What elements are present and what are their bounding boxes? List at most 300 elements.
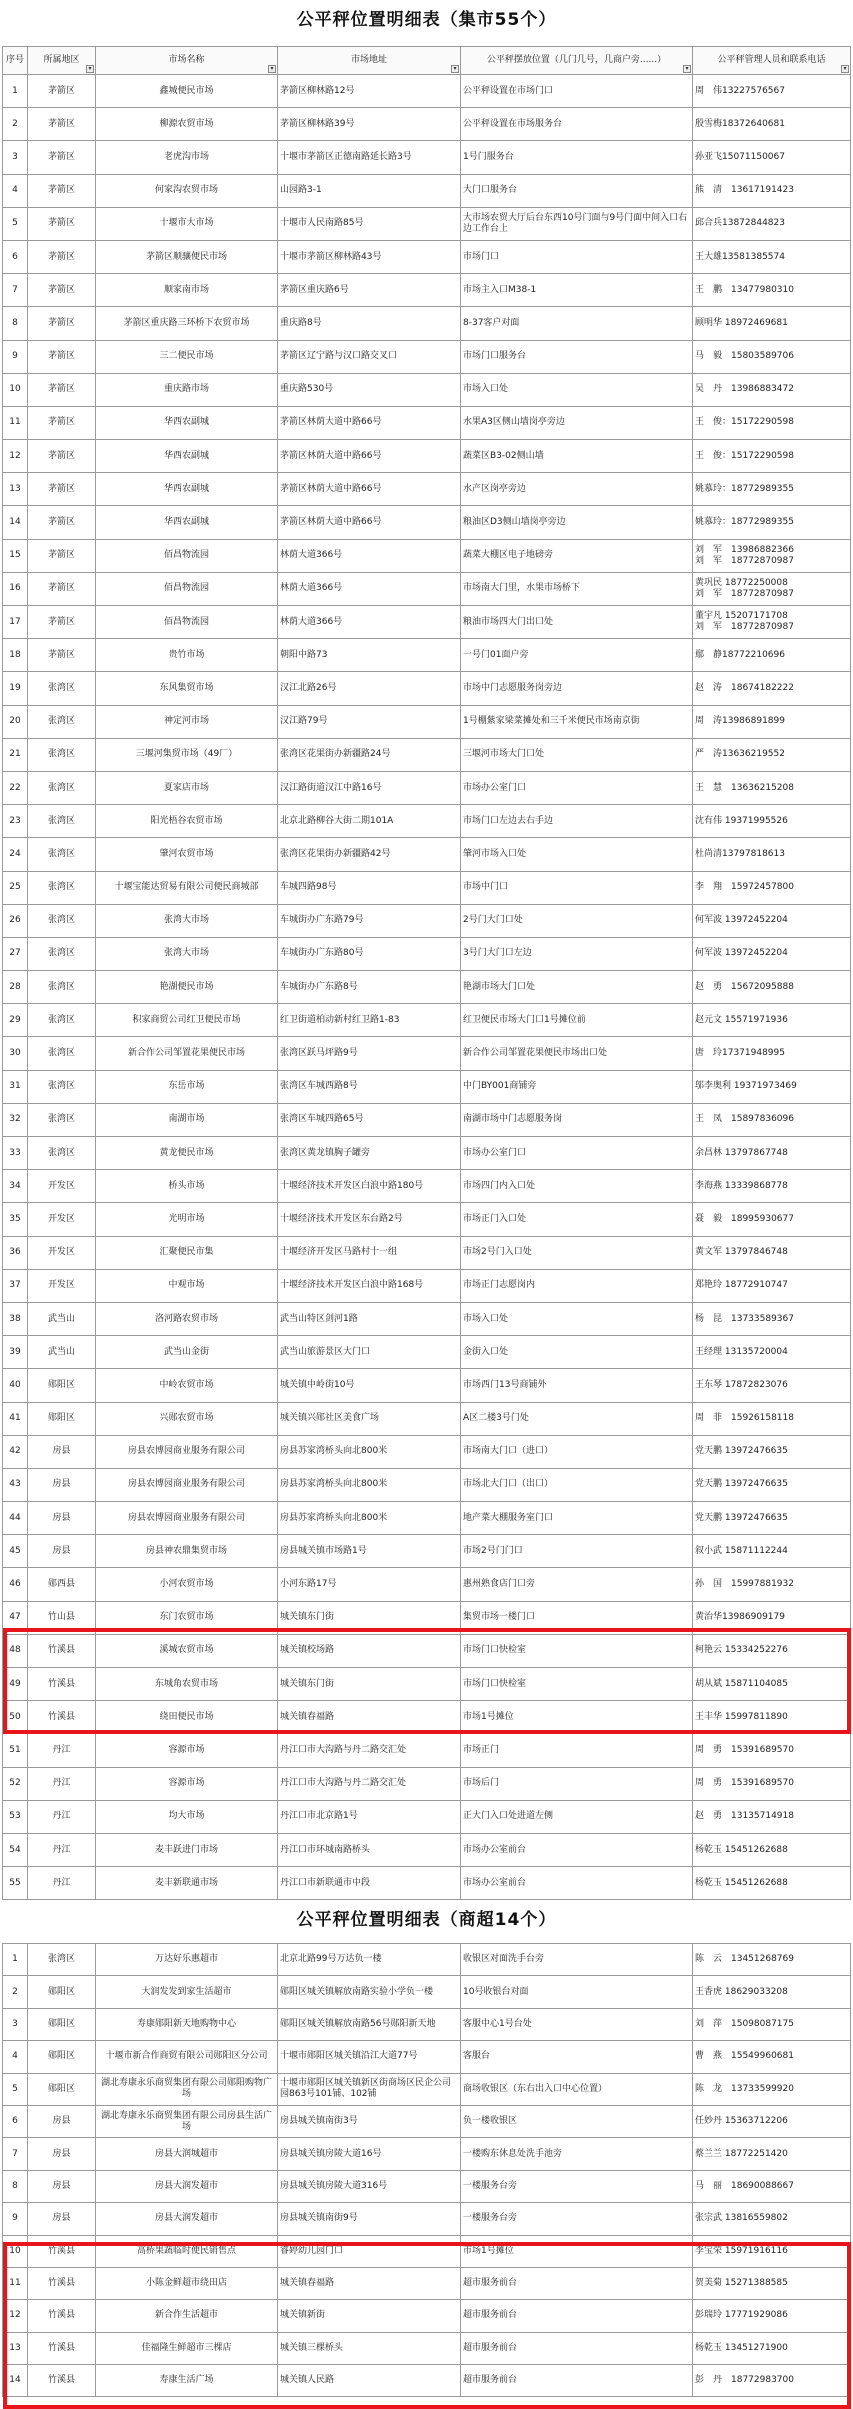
col-index: 10: [3, 373, 28, 406]
table-row: [3, 1236, 851, 1269]
filter-dropdown-icon[interactable]: ▾: [841, 65, 849, 73]
col-index: 32: [3, 1103, 28, 1136]
table-row: [3, 2203, 851, 2235]
col-manager-phone: 王经理 13135720004: [693, 1336, 851, 1369]
col-market-address: 汉江北路26号: [278, 672, 461, 705]
col-district: 张湾区: [28, 971, 96, 1004]
col-index: 9: [3, 340, 28, 373]
col-market-name: 容源市场: [96, 1767, 278, 1800]
table-row: [3, 373, 851, 406]
col-scale-location: 集贸市场一楼门口: [461, 1601, 693, 1634]
col-district: 张湾区: [28, 805, 96, 838]
col-index: 26: [3, 904, 28, 937]
col-market-address: 张湾区花果街办新疆路42号: [278, 838, 461, 871]
col-district: 郧阳区: [28, 1369, 96, 1402]
col-index: 28: [3, 971, 28, 1004]
col-market-address: 朝阳中路73: [278, 639, 461, 672]
col-district: 郧阳区: [28, 2008, 96, 2040]
table-row: [3, 871, 851, 904]
col-scale-location: 市场办公室前台: [461, 1867, 693, 1900]
col-index: 41: [3, 1402, 28, 1435]
col-scale-location: 一楼服务台旁: [461, 2170, 693, 2202]
col-market-address: 茅箭区林荫大道中路66号: [278, 506, 461, 539]
col-scale-location: 1号门服务台: [461, 141, 693, 174]
col-index: 46: [3, 1568, 28, 1601]
table-row: [3, 1402, 851, 1435]
col-index: 21: [3, 738, 28, 771]
col-district: 房县: [28, 1535, 96, 1568]
col-district: 茅箭区: [28, 141, 96, 174]
col-scale-location: 市场南大门口（进口）: [461, 1435, 693, 1468]
col-district: 茅箭区: [28, 639, 96, 672]
col-district: 张湾区: [28, 1070, 96, 1103]
col-scale-location: 金街入口处: [461, 1336, 693, 1369]
col-manager-phone: 王 俊：15172290598: [693, 440, 851, 473]
col-district: 房县: [28, 1502, 96, 1535]
col-manager-phone: 彭 丹 18772983700: [693, 2365, 851, 2397]
col-scale-location: 超市服务前台: [461, 2267, 693, 2299]
col-scale-location: 市场后门: [461, 1767, 693, 1800]
col-manager-phone: 严 涛13636219552: [693, 738, 851, 771]
col-market-address: 丹江口市大沟路与丹二路交汇处: [278, 1734, 461, 1767]
col-district: 丹江: [28, 1800, 96, 1833]
col-scale-location: 市场1号摊位: [461, 2235, 693, 2267]
table-row: [3, 1601, 851, 1634]
col-district: 竹溪县: [28, 2332, 96, 2364]
col-manager-phone: 党天鹏 13972476635: [693, 1435, 851, 1468]
header-col-market-name[interactable]: [96, 47, 278, 75]
col-market-name: 华西农副城: [96, 406, 278, 439]
col-district: 茅箭区: [28, 572, 96, 605]
col-scale-location: 新合作公司邹置花果便民市场出口处: [461, 1037, 693, 1070]
table-row: [3, 2267, 851, 2299]
col-index: 2: [3, 108, 28, 141]
col-index: 39: [3, 1336, 28, 1369]
col-market-address: 红卫街道柏动新村红卫路1-83: [278, 1004, 461, 1037]
col-market-address: 城关镇三棵桥头: [278, 2332, 461, 2364]
col-district: 丹江: [28, 1867, 96, 1900]
col-scale-location: 市场主入口M38-1: [461, 274, 693, 307]
col-market-address: 武当山特区剑河1路: [278, 1302, 461, 1335]
col-scale-location: 中门BY001商铺旁: [461, 1070, 693, 1103]
col-market-name: 湖北寿康永乐商贸集团有限公司房县生活广场: [96, 2105, 278, 2137]
col-district: 茅箭区: [28, 240, 96, 273]
col-market-address: 睿婷幼儿园门口: [278, 2235, 461, 2267]
table-row: [3, 606, 851, 639]
table-row: [3, 904, 851, 937]
table-row: [3, 141, 851, 174]
header-col-district[interactable]: [28, 47, 96, 75]
col-manager-phone: 王 凤 15897836096: [693, 1103, 851, 1136]
table-row: [3, 2235, 851, 2267]
col-market-name: 十堰市大市场: [96, 207, 278, 240]
col-district: 武当山: [28, 1336, 96, 1369]
table-row: [3, 340, 851, 373]
col-index: 27: [3, 937, 28, 970]
col-market-address: 茅箭区林荫大道中路66号: [278, 440, 461, 473]
col-market-name: 光明市场: [96, 1203, 278, 1236]
col-market-address: 茅箭区辽宁路与汉口路交叉口: [278, 340, 461, 373]
col-scale-location: 大市场农贸大厅后台东西10号门面与9号门面中间入口右边工作台上: [461, 207, 693, 240]
col-index: 55: [3, 1867, 28, 1900]
col-scale-location: 3号门大门口左边: [461, 937, 693, 970]
col-market-name: 南湖市场: [96, 1103, 278, 1136]
table-row: [3, 1767, 851, 1800]
col-scale-location: 市场中门志愿服务岗旁边: [461, 672, 693, 705]
table-row: [3, 2365, 851, 2397]
table-row: [3, 1867, 851, 1900]
col-manager-phone: 李 翔 15972457800: [693, 871, 851, 904]
col-index: 12: [3, 2300, 28, 2332]
col-scale-location: 市场2号门入口处: [461, 1236, 693, 1269]
col-index: 22: [3, 771, 28, 804]
col-index: 15: [3, 539, 28, 572]
table-row: [3, 2138, 851, 2170]
col-index: 54: [3, 1833, 28, 1866]
table-row: [3, 1944, 851, 1976]
col-index: 17: [3, 606, 28, 639]
col-index: 37: [3, 1269, 28, 1302]
header-col-manager-phone[interactable]: [693, 47, 851, 75]
col-index: 31: [3, 1070, 28, 1103]
col-market-address: 城关镇校场路: [278, 1634, 461, 1667]
col-market-name: 房县农博园商业服务有限公司: [96, 1435, 278, 1468]
col-index: 11: [3, 406, 28, 439]
col-market-address: 汉江路街道汉江中路16号: [278, 771, 461, 804]
col-market-address: 十堰经济技术开发区白浪中路168号: [278, 1269, 461, 1302]
col-index: 3: [3, 2008, 28, 2040]
col-market-address: 茅箭区林荫大道中路66号: [278, 473, 461, 506]
col-scale-location: 8-37客户对面: [461, 307, 693, 340]
col-market-address: 十堰市郧阳区城关镇新区街商场区民企公司园863号101铺、102铺: [278, 2073, 461, 2105]
col-index: 8: [3, 2170, 28, 2202]
col-manager-phone: 余昌林 13797867748: [693, 1137, 851, 1170]
col-market-name: 贵竹市场: [96, 639, 278, 672]
col-district: 茅箭区: [28, 340, 96, 373]
col-market-address: 林荫大道366号: [278, 606, 461, 639]
col-market-address: 张湾区黄龙镇胸子罐旁: [278, 1137, 461, 1170]
col-index: 44: [3, 1502, 28, 1535]
col-market-name: 佰昌物流园: [96, 606, 278, 639]
col-scale-location: 收银区对面洗手台旁: [461, 1944, 693, 1976]
table-row: [3, 838, 851, 871]
col-district: 茅箭区: [28, 108, 96, 141]
col-index: 33: [3, 1137, 28, 1170]
col-district: 竹溪县: [28, 1668, 96, 1701]
filter-dropdown-icon[interactable]: ▾: [683, 65, 691, 73]
col-market-name: 小河农贸市场: [96, 1568, 278, 1601]
col-scale-location: 公平秤设置在市场门口: [461, 75, 693, 108]
col-index: 29: [3, 1004, 28, 1037]
col-scale-location: 市场中门口: [461, 871, 693, 904]
col-manager-phone: 周 伟13227576567: [693, 75, 851, 108]
table-row: [3, 1203, 851, 1236]
filter-dropdown-icon[interactable]: ▾: [86, 65, 94, 73]
col-market-address: 汉江路79号: [278, 705, 461, 738]
col-market-name: 华西农副城: [96, 506, 278, 539]
col-district: 丹江: [28, 1734, 96, 1767]
col-scale-location: 商场收银区（东右出入口中心位置）: [461, 2073, 693, 2105]
table-row: [3, 440, 851, 473]
col-manager-phone: 孙 国 15997881932: [693, 1568, 851, 1601]
col-district: 茅箭区: [28, 440, 96, 473]
col-scale-location: 蔬菜大棚区电子地磅旁: [461, 539, 693, 572]
header-col-scale-location[interactable]: [461, 47, 693, 75]
col-district: 张湾区: [28, 771, 96, 804]
col-district: 茅箭区: [28, 207, 96, 240]
col-district: 丹江: [28, 1767, 96, 1800]
col-district: 竹溪县: [28, 1701, 96, 1734]
col-scale-location: 市场正门志愿岗内: [461, 1269, 693, 1302]
table-row: [3, 2008, 851, 2040]
col-manager-phone: 陈 龙 13733599920: [693, 2073, 851, 2105]
col-market-address: 茅箭区柳林路12号: [278, 75, 461, 108]
col-district: 茅箭区: [28, 606, 96, 639]
col-market-name: 寿康生活广场: [96, 2365, 278, 2397]
col-manager-phone: 聂 毅 18995930677: [693, 1203, 851, 1236]
col-scale-location: 一楼服务台旁: [461, 2203, 693, 2235]
col-district: 房县: [28, 2170, 96, 2202]
col-district: 郧阳区: [28, 1976, 96, 2008]
header-label: 所属地区: [43, 55, 80, 65]
col-district: 开发区: [28, 1269, 96, 1302]
table-row: [3, 1004, 851, 1037]
col-scale-location: 大门口服务台: [461, 174, 693, 207]
table-row: [3, 1269, 851, 1302]
col-market-address: 城关镇春福路: [278, 2267, 461, 2299]
col-index: 12: [3, 440, 28, 473]
col-scale-location: 负一楼收银区: [461, 2105, 693, 2137]
header-label: 序号: [5, 55, 24, 65]
col-market-name: 寿康郧阳新天地购物中心: [96, 2008, 278, 2040]
table-row: [3, 1800, 851, 1833]
col-manager-phone: 杜尚清13797818613: [693, 838, 851, 871]
col-scale-location: 水果A3区侧山墙岗亭旁边: [461, 406, 693, 439]
col-manager-phone: 赵 勇 13135714918: [693, 1800, 851, 1833]
col-index: 24: [3, 838, 28, 871]
col-market-address: 茅箭区柳林路39号: [278, 108, 461, 141]
header-label: 公平秤管理人员和联系电话: [717, 55, 826, 65]
col-index: 5: [3, 2073, 28, 2105]
filter-dropdown-icon[interactable]: ▾: [268, 65, 276, 73]
table-row: [3, 1668, 851, 1701]
col-scale-location: 红卫便民市场大门口1号摊位前: [461, 1004, 693, 1037]
col-index: 30: [3, 1037, 28, 1070]
col-index: 45: [3, 1535, 28, 1568]
col-index: 2: [3, 1976, 28, 2008]
col-district: 茅箭区: [28, 75, 96, 108]
col-manager-phone: 赵 涛 18674182222: [693, 672, 851, 705]
col-market-address: 张湾区花果街办新疆路24号: [278, 738, 461, 771]
col-market-address: 张湾区车城西路8号: [278, 1070, 461, 1103]
col-market-address: 茅箭区重庆路6号: [278, 274, 461, 307]
table2: [2, 1943, 851, 2397]
col-market-address: 丹江口市大沟路与丹二路交汇处: [278, 1767, 461, 1800]
col-district: 竹溪县: [28, 1634, 96, 1667]
col-market-name: 汇聚便民市集: [96, 1236, 278, 1269]
col-market-name: 中岭农贸市场: [96, 1369, 278, 1402]
col-manager-phone: 赵元文 15571971936: [693, 1004, 851, 1037]
col-market-name: 大润发发到家生活超市: [96, 1976, 278, 2008]
col-manager-phone: 王 俊：15172290598: [693, 406, 851, 439]
col-index: 1: [3, 75, 28, 108]
col-manager-phone: 王东琴 17872823076: [693, 1369, 851, 1402]
col-scale-location: 超市服务前台: [461, 2365, 693, 2397]
col-district: 郧西县: [28, 1568, 96, 1601]
col-manager-phone: 李宝荣 15971916116: [693, 2235, 851, 2267]
col-market-name: 神定河市场: [96, 705, 278, 738]
table-row: [3, 274, 851, 307]
col-manager-phone: 熊 清 13617191423: [693, 174, 851, 207]
col-market-name: 黄龙便民市场: [96, 1137, 278, 1170]
col-manager-phone: 党天鹏 13972476635: [693, 1468, 851, 1501]
table2-title: 公平秤位置明细表（商超14个）: [296, 1910, 557, 1930]
table-row: [3, 1336, 851, 1369]
col-district: 开发区: [28, 1236, 96, 1269]
col-district: 开发区: [28, 1170, 96, 1203]
col-market-address: 茅箭区林荫大道中路66号: [278, 406, 461, 439]
col-manager-phone: 孙亚飞15071150067: [693, 141, 851, 174]
table-row: [3, 1568, 851, 1601]
col-index: 19: [3, 672, 28, 705]
col-market-address: 城关镇人民路: [278, 2365, 461, 2397]
col-manager-phone: 刘 萍 15098087175: [693, 2008, 851, 2040]
col-market-address: 十堰市人民南路85号: [278, 207, 461, 240]
col-manager-phone: 任妙丹 15363712206: [693, 2105, 851, 2137]
col-index: 11: [3, 2267, 28, 2299]
col-market-address: 十堰经济技术开发区白浪中路180号: [278, 1170, 461, 1203]
table-row: [3, 2170, 851, 2202]
table-row: [3, 1468, 851, 1501]
col-scale-location: 客服中心1号台处: [461, 2008, 693, 2040]
col-manager-phone: 马 毅 15803589706: [693, 340, 851, 373]
col-manager-phone: 王香虎 18629033208: [693, 1976, 851, 2008]
col-market-name: 华西农副城: [96, 473, 278, 506]
col-market-name: 新合作生活超市: [96, 2300, 278, 2332]
table-row: [3, 1137, 851, 1170]
col-manager-phone: 邬李奥利 19371973469: [693, 1070, 851, 1103]
col-manager-phone: 何军波 13972452204: [693, 904, 851, 937]
col-index: 6: [3, 240, 28, 273]
col-scale-location: 肇河市场入口处: [461, 838, 693, 871]
table-row: [3, 2041, 851, 2073]
col-market-address: 房县苏家湾桥头向北800米: [278, 1468, 461, 1501]
col-scale-location: 市场办公室门口: [461, 1137, 693, 1170]
col-market-address: 城关镇兴郧社区美食广场: [278, 1402, 461, 1435]
table-row: [3, 639, 851, 672]
col-market-name: 房县神农鼎集贸市场: [96, 1535, 278, 1568]
col-market-name: 三二便民市场: [96, 340, 278, 373]
col-scale-location: 超市服务前台: [461, 2300, 693, 2332]
col-market-name: 湖北寿康永乐商贸集团有限公司郧阳购物广场: [96, 2073, 278, 2105]
col-index: 7: [3, 274, 28, 307]
col-manager-phone: 姚慕玲：18772989355: [693, 506, 851, 539]
col-index: 43: [3, 1468, 28, 1501]
table-row: [3, 1435, 851, 1468]
col-market-address: 车城四路98号: [278, 871, 461, 904]
col-index: 48: [3, 1634, 28, 1667]
col-scale-location: 超市服务前台: [461, 2332, 693, 2364]
col-district: 茅箭区: [28, 473, 96, 506]
col-market-name: 佰昌物流园: [96, 572, 278, 605]
col-district: 茅箭区: [28, 406, 96, 439]
col-manager-phone: 周 涛13986891899: [693, 705, 851, 738]
col-market-name: 房县大润发超市: [96, 2170, 278, 2202]
table-row: [3, 1734, 851, 1767]
col-market-address: 郧阳区城关镇解放南路56号郧阳新天地: [278, 2008, 461, 2040]
col-manager-phone: 蔡兰兰 18772251420: [693, 2138, 851, 2170]
col-scale-location: 客服台: [461, 2041, 693, 2073]
col-manager-phone: 黄巩民 18772250008 刘 军 18772870987: [693, 572, 851, 605]
table-row: [3, 705, 851, 738]
col-market-name: 华西农副城: [96, 440, 278, 473]
col-manager-phone: 贺美菊 15271388585: [693, 2267, 851, 2299]
col-index: 50: [3, 1701, 28, 1734]
col-market-name: 张湾大市场: [96, 904, 278, 937]
filter-dropdown-icon[interactable]: ▾: [451, 65, 459, 73]
col-manager-phone: 杨乾玉 15451262688: [693, 1867, 851, 1900]
col-index: 53: [3, 1800, 28, 1833]
col-index: 20: [3, 705, 28, 738]
table-row: [3, 174, 851, 207]
col-market-address: 武当山旅游景区大门口: [278, 1336, 461, 1369]
col-scale-location: 南湖市场中门志愿服务岗: [461, 1103, 693, 1136]
col-market-address: 城关镇东门街: [278, 1601, 461, 1634]
col-index: 38: [3, 1302, 28, 1335]
table-row: [3, 771, 851, 804]
col-market-address: 房县苏家湾桥头向北800米: [278, 1435, 461, 1468]
col-district: 张湾区: [28, 1004, 96, 1037]
col-manager-phone: 姚慕玲：18772989355: [693, 473, 851, 506]
col-manager-phone: 柯艳云 15334252276: [693, 1634, 851, 1667]
col-scale-location: 1号棚紫家梁菜摊处和三千米便民市场南京街: [461, 705, 693, 738]
col-scale-location: 市场门口快检室: [461, 1668, 693, 1701]
table-row: [3, 1302, 851, 1335]
col-manager-phone: 吴 丹 13986883472: [693, 373, 851, 406]
col-market-address: 张湾区车城四路65号: [278, 1103, 461, 1136]
col-market-name: 桥头市场: [96, 1170, 278, 1203]
col-market-name: 房县农博园商业服务有限公司: [96, 1468, 278, 1501]
col-market-address: 房县城关镇房陵大道16号: [278, 2138, 461, 2170]
col-market-name: 十堰市新合作商贸有限公司郧阳区分公司: [96, 2041, 278, 2073]
col-scale-location: 一楼购东休息处洗手池旁: [461, 2138, 693, 2170]
col-scale-location: 粮油市场四大门出口处: [461, 606, 693, 639]
col-scale-location: 市场办公室门口: [461, 771, 693, 804]
col-index: 4: [3, 2041, 28, 2073]
col-manager-phone: 唐 玲17371948995: [693, 1037, 851, 1070]
col-index: 47: [3, 1601, 28, 1634]
col-market-address: 城关镇中岭街10号: [278, 1369, 461, 1402]
col-scale-location: 公平秤设置在市场服务台: [461, 108, 693, 141]
table-row: [3, 207, 851, 240]
col-market-name: 兴郧农贸市场: [96, 1402, 278, 1435]
header-col-index[interactable]: [3, 47, 28, 75]
col-market-name: 东门农贸市场: [96, 1601, 278, 1634]
header-col-market-address[interactable]: [278, 47, 461, 75]
col-manager-phone: 鄢 静18772210696: [693, 639, 851, 672]
col-district: 张湾区: [28, 1944, 96, 1976]
col-index: 8: [3, 307, 28, 340]
col-market-address: 林荫大道366号: [278, 572, 461, 605]
table-row: [3, 2073, 851, 2105]
col-manager-phone: 曹 燕 15549960681: [693, 2041, 851, 2073]
table1-header-row: [3, 47, 851, 75]
col-index: 4: [3, 174, 28, 207]
col-district: 竹溪县: [28, 2235, 96, 2267]
col-scale-location: 市场门口快检室: [461, 1634, 693, 1667]
col-market-name: 容源市场: [96, 1734, 278, 1767]
col-district: 茅箭区: [28, 373, 96, 406]
